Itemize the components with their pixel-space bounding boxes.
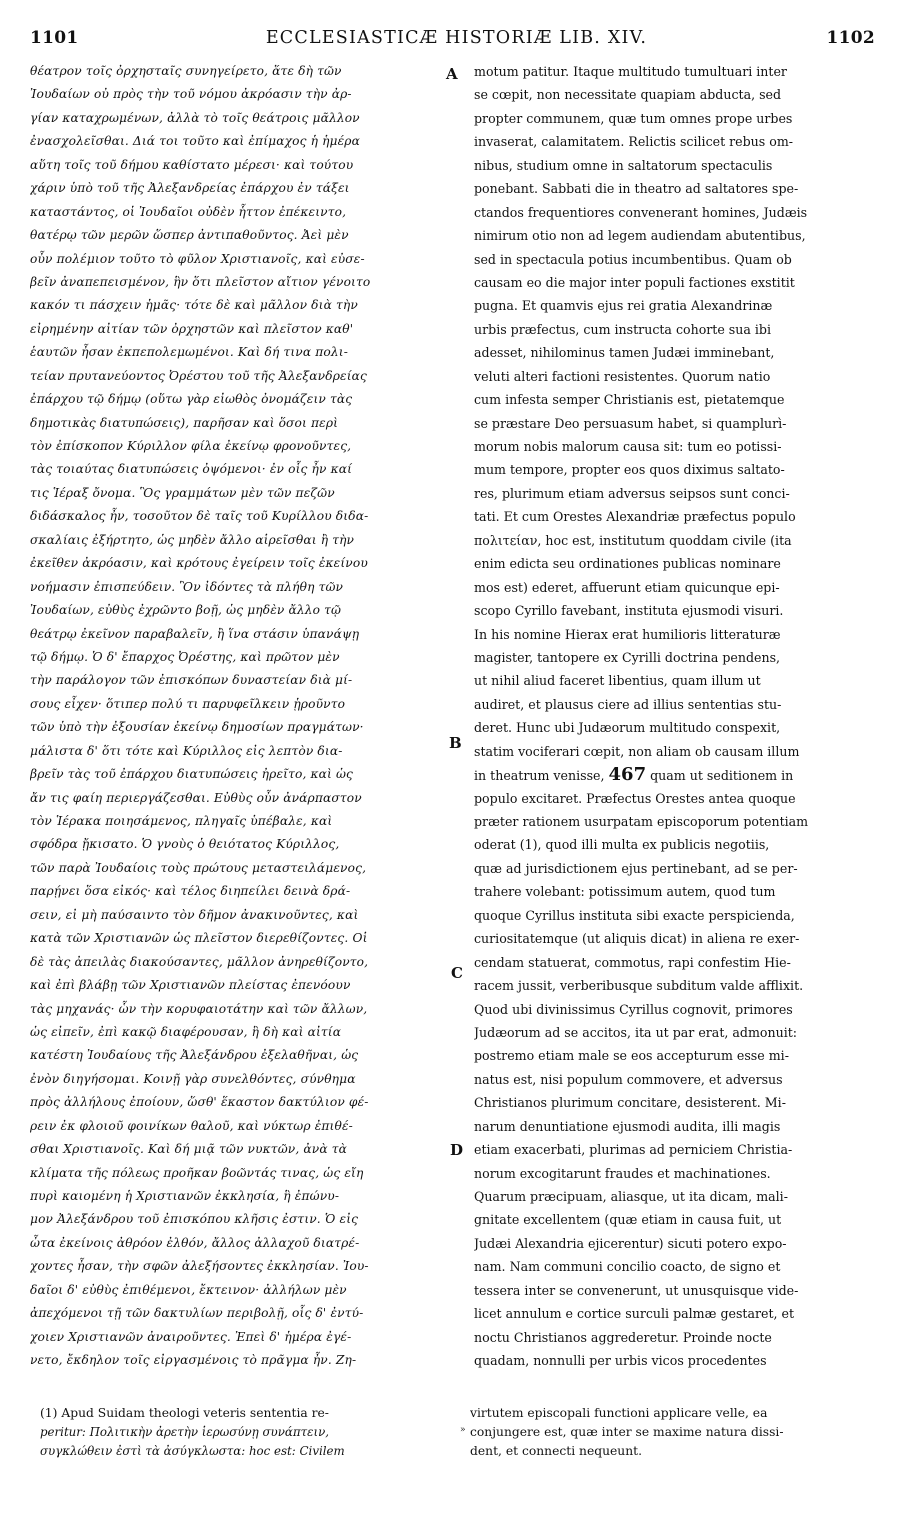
greek-text-line: καὶ ἐπὶ βλάβῃ τῶν Χριστιανῶν πλείστας ἐπενόουν [30,978,351,993]
greek-text-line: νετο, ἔκδηλον τοῖς εἰργασμένοις τὸ πρᾶγμα ἦν. Ζη- [30,1353,357,1368]
latin-text-line: mos est) ederet, affuerunt etiam quicunque epi- [474,579,780,595]
latin-text-line: narum denuntiatione ejusmodi audita, illi magis [474,1118,781,1134]
latin-text-line: oderat (1), quod illi multa ex publicis negotiis, [474,837,770,853]
latin-text-line: magister, tantopere ex Cyrilli doctrina pendens, [474,649,781,665]
latin-text-line: propter communem, quæ tum omnes prope urbes [474,110,793,126]
greek-text-line: σειν, εἰ μὴ παύσαιντο τὸν δῆμον ἀνακινοῦντες, καὶ [30,907,359,922]
inline-page-number: 467 [608,764,647,786]
greek-text-line: Ἰουδαίων, εὐθὺς ἐχρῶντο βοῇ, ὡς μηδὲν ἄλλο τῷ [30,603,342,618]
latin-text-line: nam. Nam communi concilio coacto, de signo et [474,1259,781,1275]
footnote-line: peritur: Πολιτικὴν ἀρετὴν ἱερωσύνῃ συνάπτειν, [40,1425,330,1439]
greek-text-line: μάλιστα δ' ὅτι τότε καὶ Κύριλλος εἰς λεπτὸν δια- [30,743,343,758]
latin-text-line: curiositatemque (ut aliquis dicat) in aliena re exer- [474,931,800,947]
latin-text-line: motum patitur. Itaque multitudo tumultuari inter [474,64,787,79]
greek-text-line: βρεῖν τὰς τοῦ ἐπάρχου διατυπώσεις ἠρεῖτο, καὶ ὡς [30,767,354,782]
greek-text-line: θεάτρῳ ἐκεῖνον παραβαλεῖν, ἢ ἵνα στάσιν ὑπανάψῃ [30,626,360,641]
greek-text-line: χάριν ὑπὸ τοῦ τῆς Ἀλεξανδρείας ἐπάρχου ἐν τάξει [30,181,350,196]
latin-text-line: ctandos frequentiores convenerant homines, Judæis [474,204,808,220]
latin-text-line: nibus, studium omne in saltatorum spectaculis [474,157,773,173]
right-page-number: 1102 [826,28,875,48]
greek-text-line: τὰς τοιαύτας διατυπώσεις ὀψόμενοι· ἐν οἷς ἦν καί [30,462,353,477]
greek-text-line: κλίματα τῆς πόλεως προῆκαν βοῶντάς τινας, ὡς εἴη [30,1165,364,1180]
latin-text-line: tessera inter se convenerunt, ut unusquisque vide- [474,1282,799,1298]
footnote-line: συγκλώθειν ἐστὶ τὰ ἀσύγκλωστα: hoc est: Civilem [40,1444,345,1458]
greek-text-line: δαῖοι δ' εὐθὺς ἐπιθέμενοι, ἔκτεινον· ἀλλήλων μὲν [30,1282,347,1297]
left-page-number: 1101 [30,28,79,48]
latin-text-line: noctu Christianos aggrederetur. Proinde nocte [474,1329,772,1345]
greek-text-line: θέατρον τοῖς ὀρχησταῖς συνηγείρετο, ἅτε δὴ τῶν [30,64,342,78]
greek-text-line: πυρὶ καιομένη ἡ Χριστιανῶν ἐκκλησία, ἣ ἐπώνυ- [30,1189,340,1203]
latin-text-line: πολιτείαν, hoc est, institutum quoddam civile (ita [474,532,792,548]
greek-text-line: τῶν ὑπὸ τὴν ἐξουσίαν ἐκείνῳ δημοσίων πραγμάτων· [30,720,364,735]
latin-text-line: quæ ad jurisdictionem ejus pertinebant, ad se per- [474,860,798,876]
footnote-line: (1) Apud Suidam theologi veteris sententia re- [40,1406,329,1420]
latin-text-line: norum excogitarunt fraudes et machinationes. [474,1165,771,1181]
greek-text-line: χοιεν Χριστιανῶν ἀναιροῦντες. Ἐπεὶ δ' ἡμέρα ἐγέ- [30,1329,352,1344]
latin-text-line: gnitate excellentem (quæ etiam in causa fuit, ut [474,1212,782,1228]
latin-text-line: postremo etiam male se eos accepturum esse mi- [474,1048,789,1064]
greek-text-line: ἀπεχόμενοι τῇ τῶν δακτυλίων περιβολῇ, οἷς δ' ἐντύ- [30,1306,364,1321]
latin-text-line: sed in spectacula potius incumbentibus. Quam ob [474,251,792,267]
latin-text-line: Judæi Alexandria ejicerentur) sicuti potero expo- [474,1235,787,1251]
footnote-line: dent, et connecti nequeunt. [470,1444,642,1458]
latin-text-line: tati. Et cum Orestes Alexandriæ præfectus populo [474,509,796,525]
latin-text-line: Judæorum ad se accitos, ita ut par erat, admonuit: [474,1024,798,1040]
greek-text-line: τείαν πρυτανεύοντος Ὀρέστου τοῦ τῆς Ἀλεξανδρείας [30,368,367,383]
latin-text-line: nimirum otio non ad legem audiendam abutentibus, [474,228,806,244]
latin-text-line: audiret, et plausus ciere ad illius sententias stu- [474,696,782,712]
margin-letter-b: B [449,734,462,752]
latin-text-line: mum tempore, propter eos quos diximus saltato- [474,462,785,478]
greek-text-line: ρειν ἐκ φλοιοῦ φοινίκων θαλοῦ, καὶ νύκτωρ ἐπιθέ- [30,1118,353,1133]
greek-text-line: βεῖν ἀναπεπεισμένον, ἣν ὅτι πλεῖστον αἴτιον γένοιτο [30,274,371,289]
greek-text-line: ἄν τις φαίη περιεργάζεσθαι. Εὐθὺς οὖν ἀνάρπαστον [30,790,362,805]
latin-text-fragment: in theatrum venisse, [474,768,605,784]
latin-text-line: veluti alteri factioni resistentes. Quorum natio [474,368,771,384]
margin-letter-d: D [450,1141,464,1159]
greek-text-line: αὕτη τοῖς τοῦ δήμου καθίστατο μέρεσι· καὶ τούτου [30,157,354,172]
greek-text-line: θατέρῳ τῶν μερῶν ὥσπερ ἀντιπαθοῦντος. Ἀεὶ μὲν [30,228,349,243]
latin-text-line: se cœpit, non necessitate quapiam abducta, sed [474,87,782,103]
latin-column [474,60,876,1373]
greek-text-line: τὸν ἐπίσκοπον Κύριλλον φίλα ἐκείνῳ φρονοῦντες, [30,439,352,453]
latin-text-line: pugna. Et quamvis ejus rei gratia Alexandrinæ [474,298,773,314]
latin-text-line: trahere volebant: potissimum autem, quod tum [474,884,776,900]
greek-text-line: γίαν καταχρωμένων, ἀλλὰ τὸ τοῖς θεάτροις μᾶλλον [30,110,360,125]
latin-text-line: quoque Cyrillus instituta sibi exacte perspicienda, [474,907,795,923]
latin-text-line: Quod ubi divinissimus Cyrillus cognovit, primores [474,1001,793,1017]
latin-text-line: urbis præfectus, cum instructa cohorte sua ibi [474,321,772,337]
latin-text-line: In his nomine Hierax erat humilioris litteraturæ [474,626,781,642]
latin-text-line: se præstare Deo persuasum habet, si quamplurì- [474,415,787,431]
greek-text-line: τὸν Ἱέρακα ποιησάμενος, πληγαῖς ὑπέβαλε, καὶ [30,814,333,828]
latin-text-line: scopo Cyrillo favebant, instituta ejusmodi visuri. [474,603,784,619]
greek-text-line: ἐπάρχου τῷ δήμῳ (οὕτω γὰρ εἰωθὸς ὀνομάζειν τὰς [30,392,353,407]
greek-text-line: κατὰ τῶν Χριστιανῶν ὡς πλεῖστον διερεθίζοντες. Οἱ [30,931,368,946]
latin-text-line: adesset, nihilominus tamen Judæi imminebant, [474,345,775,361]
margin-letter-c: C [451,964,463,982]
greek-text-line: χοντες ἦσαν, τὴν σφῶν ἀλεξήσοντες ἐκκλησίαν. Ἰου- [30,1259,369,1274]
latin-text-line: statim vociferari cœpit, non aliam ob causam illum [474,743,800,759]
latin-text-line: causam eo die major inter populi factiones exstitit [474,274,795,290]
greek-text-line: οὖν πολέμιον τοῦτο τὸ φῦλον Χριστιανοῖς, καὶ εὐσε- [30,251,365,266]
greek-text-line: δὲ τὰς ἀπειλὰς διακούσαντες, μᾶλλον ἀνηρεθίζοντο, [30,954,369,969]
greek-text-line: σθαι Χριστιανοῖς. Καὶ δή μιᾷ τῶν νυκτῶν, ἀνὰ τὰ [30,1142,348,1157]
latin-text-line: natus est, nisi populum commovere, et adversus [474,1071,783,1087]
greek-text-line: ὡς εἰπεῖν, ἐπὶ κακῷ διαφέρουσαν, ἣ δὴ καὶ αἰτία [30,1024,342,1039]
greek-text-line: νοήμασιν ἐπισπεύδειν. Ὃν ἰδόντες τὰ πλήθη τῶν [30,579,344,594]
greek-text-line: καταστάντος, οἱ Ἰουδαῖοι οὐδὲν ἧττον ἐπέκειντο, [30,204,347,219]
footnote-continuation-mark: » [460,1425,466,1435]
greek-text-line: πρὸς ἀλλήλους ἐποίουν, ὥσθ' ἕκαστον δακτύλιον φέ- [30,1095,369,1110]
latin-text-line [474,763,876,786]
greek-text-line: τῶν παρὰ Ἰουδαίοις τοὺς πρώτους μεταστειλάμενος, [30,860,367,875]
latin-text-line: invaserat, calamitatem. Relictis scilicet rebus om- [474,134,794,150]
running-title: ECCLESIASTICÆ HISTORIÆ LIB. XIV. [265,28,648,48]
greek-text-line: δημοτικὰς διατυπώσεις), παρῆσαν καὶ ὅσοι περὶ [30,415,339,430]
greek-text-line: μον Ἀλεξάνδρου τοῦ ἐπισκόπου κλῆσις ἐστιν. Ὁ εἰς [30,1212,359,1227]
greek-text-line: ἐνασχολεῖσθαι. Διά τοι τοῦτο καὶ ἐπίμαχος ἡ ἡμέρα [30,134,360,149]
latin-text-line: cum infesta semper Christianis est, pietatemque [474,392,785,408]
footnote-right [470,1404,880,1461]
greek-text-line: ὦτα ἐκείνοις ἀθρόον ἐλθόν, ἄλλος ἀλλαχοῦ διατρέ- [30,1235,360,1250]
footnote-line: conjungere est, quæ inter se maxime natura dissi- [470,1425,784,1439]
greek-text-line: Ἰουδαίων οὐ πρὸς τὴν τοῦ νόμου ἀκρόασιν τὴν ἀρ- [30,87,352,102]
latin-text-line: etiam exacerbati, plurimas ad perniciem Christia- [474,1142,793,1158]
greek-text-line: ἑαυτῶν ἦσαν ἐκπεπολεμωμένοι. Καὶ δή τινα πολι- [30,345,348,360]
latin-text-line: Quarum præcipuam, aliasque, ut ita dicam, mali- [474,1189,788,1204]
latin-text-line: licet annulum e cortice surculi palmæ gestaret, et [474,1306,795,1322]
margin-letter-a: A [446,65,458,83]
greek-text-line: παρῄνει ὅσα εἰκός· καὶ τέλος διηπείλει δεινὰ δρά- [30,884,351,899]
latin-text-fragment: quam ut seditionem in [650,768,794,784]
footnote-line: virtutem episcopali functioni applicare velle, ea [470,1406,768,1420]
latin-text-line: morum nobis malorum causa sit: tum eo potissi- [474,439,782,454]
greek-text-line: κακόν τι πάσχειν ἡμᾶς· τότε δὲ καὶ μᾶλλον διὰ τὴν [30,298,358,313]
greek-text-line: τῷ δήμῳ. Ὁ δ' ἔπαρχος Ὀρέστης, καὶ πρῶτον μὲν [30,649,340,664]
greek-text-line: διδάσκαλος ἦν, τοσοῦτον δὲ ταῖς τοῦ Κυρίλλου διδα- [30,509,369,524]
latin-text-line: Christianos plurimum concitare, desisterent. Mi- [474,1095,786,1111]
greek-text-line: ἐνὸν διηγήσομαι. Κοινῇ γὰρ συνελθόντες, σύνθημα [30,1071,356,1086]
greek-text-line: ἐκεῖθεν ἀκρόασιν, καὶ κρότους ἐγείρειν τοῖς ἐκείνου [30,556,368,571]
latin-text-line: enim edicta seu ordinationes publicas nominare [474,556,781,572]
latin-text-line: præter rationem usurpatam episcoporum potentiam [474,814,809,829]
greek-text-line: σφόδρα ᾔκισατο. Ὁ γνοὺς ὁ θειότατος Κύριλλος, [30,837,340,852]
greek-text-line: τὰς μηχανάς· ὧν τὴν κορυφαιοτάτην καὶ τῶν ἄλλων, [30,1001,368,1016]
latin-text-line: racem jussit, verberibusque subditum valde afflixit. [474,978,804,994]
greek-column [30,60,440,1373]
footnote-left [40,1404,450,1461]
latin-text-line: populo excitaret. Præfectus Orestes antea quoque [474,790,796,806]
greek-text-line: εἰρημένην αἰτίαν τῶν ὀρχηστῶν καὶ πλεῖστον καθ' [30,321,354,336]
greek-text-line: τὴν παράλογον τῶν ἐπισκόπων δυναστείαν διὰ μί- [30,673,353,688]
latin-text-line: cendam statuerat, commotus, rapi confestim Hie- [474,954,791,970]
latin-text-line: ponebant. Sabbati die in theatro ad saltatores spe- [474,181,799,197]
greek-text-line: σους εἶχεν· ὅτιπερ πολύ τι παρυφεῖλκειν ᾑροῦντο [30,696,346,711]
greek-text-line: σκαλίαις ἐξήρτητο, ὡς μηδὲν ἄλλο αἱρεῖσθαι ἢ τὴν [30,532,355,547]
latin-text-line: deret. Hunc ubi Judæorum multitudo conspexit, [474,720,781,736]
greek-text-line: κατέστη Ἰουδαίους τῆς Ἀλεξάνδρου ἐξελαθῆναι, ὡς [30,1048,359,1063]
latin-text-line: quadam, nonnulli per urbis vicos procedentes [474,1353,767,1369]
greek-text-line: τις Ἱέραξ ὄνομα. Ὃς γραμμάτων μὲν τῶν πεζῶν [30,485,335,500]
latin-text-line: ut nihil aliud faceret libentius, quam illum ut [474,673,761,689]
latin-text-line: res, plurimum etiam adversus seipsos sunt conci- [474,485,790,501]
